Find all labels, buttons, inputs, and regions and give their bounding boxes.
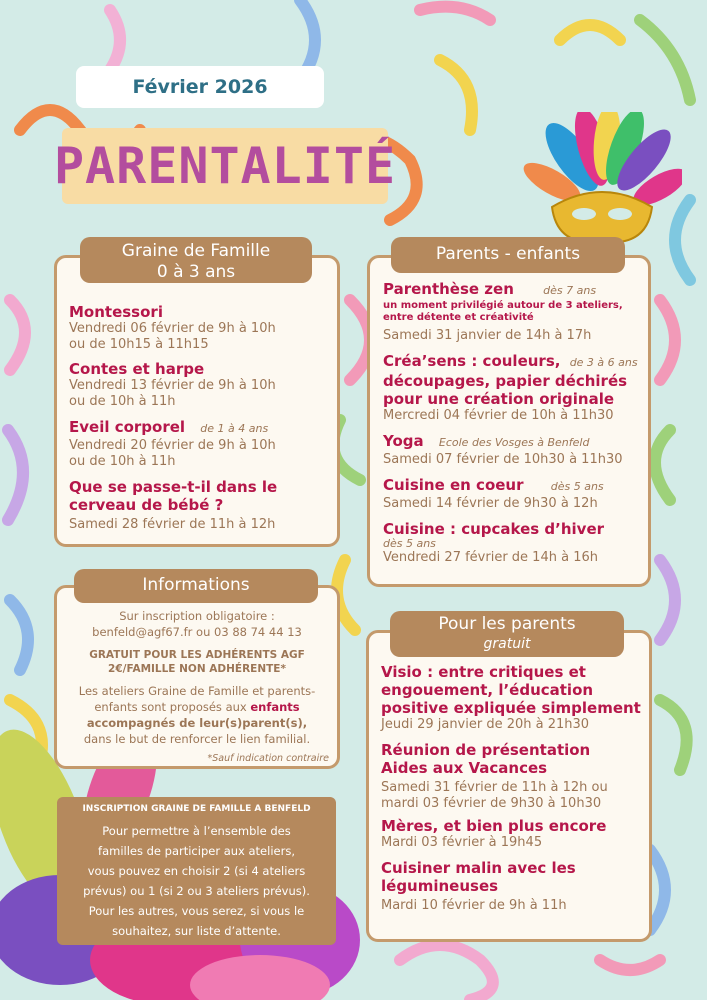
item-title: Créa’sens : couleurs, <box>383 352 561 370</box>
inscription-line: Pour permettre à l’ensemble des <box>102 824 291 838</box>
info-paragraph: Les ateliers Graine de Famille et parents- <box>78 684 316 698</box>
item-title: Yoga <box>383 432 424 450</box>
item-time: Vendredi 13 février de 9h à 10h <box>69 378 276 393</box>
item-title: cerveau de bébé ? <box>69 496 224 514</box>
item-time: ou de 10h à 11h <box>69 394 176 409</box>
item-time: Mardi 10 février de 9h à 11h <box>381 898 567 913</box>
item-time: Mercredi 04 février de 10h à 11h30 <box>383 408 614 423</box>
item-note: de 1 à 4 ans <box>200 422 269 435</box>
item-title: Réunion de présentation <box>381 741 591 759</box>
price-line: GRATUIT POUR LES ADHÉRENTS AGF <box>89 649 305 661</box>
item-title: engouement, l’éducation <box>381 681 594 699</box>
item-title: Cuisine : cupcakes d’hiver <box>383 520 605 538</box>
item-time: Samedi 28 février de 11h à 12h <box>69 517 276 532</box>
info-line: Sur inscription obligatoire : <box>119 609 275 623</box>
item-title: Eveil corporel <box>69 418 186 436</box>
info-highlight: accompagnés de leur(s)parent(s), <box>86 716 308 730</box>
tab-title: Informations <box>142 575 250 595</box>
item-time: Samedi 31 février de 11h à 12h ou <box>381 780 608 795</box>
page-title: PARENTALITÉ <box>62 128 388 204</box>
tab-title: Graine de Famille <box>121 241 271 261</box>
graine-tab <box>80 237 312 283</box>
item-title: Que se passe-t-il dans le <box>69 478 278 496</box>
item-subtitle: entre détente et créativité <box>383 312 534 323</box>
item-time: ou de 10h15 à 11h15 <box>69 337 209 352</box>
item-title: Contes et harpe <box>69 360 205 378</box>
item-note: dès 5 ans <box>550 480 604 493</box>
inscription-line: prévus) ou 1 (si 2 ou 3 ateliers prévus). <box>83 884 310 898</box>
item-title: pour une création originale <box>383 390 615 408</box>
inscription-box <box>57 797 336 945</box>
carnival-mask-icon <box>522 112 682 252</box>
item-time: Samedi 31 janvier de 14h à 17h <box>383 328 592 343</box>
inscription-line: Pour les autres, vous serez, si vous le <box>88 904 305 918</box>
footnote: *Sauf indication contraire <box>207 753 329 764</box>
item-title: découpages, papier déchirés <box>383 372 628 390</box>
item-note: dès 5 ans <box>383 537 436 550</box>
inscription-line: souhaitez, sur liste d’attente. <box>112 924 281 938</box>
item-title: Parenthèse zen <box>383 280 514 298</box>
info-highlight: enfants <box>250 700 300 714</box>
item-time: mardi 03 février de 9h30 à 10h30 <box>381 796 602 811</box>
tab-title: Pour les parents <box>438 614 576 634</box>
item-note: de 3 à 6 ans <box>569 356 638 369</box>
item-title: positive expliquée simplement <box>381 699 641 717</box>
item-time: Vendredi 06 février de 9h à 10h <box>69 321 276 336</box>
informations-card <box>54 585 340 769</box>
parents-enfants-card <box>367 255 651 587</box>
item-title: Cuisiner malin avec les <box>381 859 576 877</box>
item-title: Mères, et bien plus encore <box>381 817 607 835</box>
tab-subtitle: gratuit <box>483 636 531 652</box>
item-time: Mardi 03 février à 19h45 <box>381 835 543 850</box>
inscription-line: vous pouvez en choisir 2 (si 4 ateliers <box>87 864 306 878</box>
item-title: Cuisine en coeur <box>383 476 524 494</box>
item-time: Samedi 07 février de 10h30 à 11h30 <box>383 452 623 467</box>
inscription-line: familles de participer aux ateliers, <box>98 844 295 858</box>
item-note: Ecole des Vosges à Benfeld <box>438 436 590 449</box>
parents-enfants-tab <box>391 237 625 273</box>
pour-parents-card <box>366 630 652 942</box>
item-title: Visio : entre critiques et <box>381 663 586 681</box>
tab-title: Parents - enfants <box>435 244 581 264</box>
info-paragraph: dans le but de renforcer le lien familial. <box>83 732 311 746</box>
inscription-heading: INSCRIPTION GRAINE DE FAMILLE A BENFELD <box>82 804 311 814</box>
item-subtitle: un moment privilégié autour de 3 ateliers, <box>383 300 623 311</box>
date-label: Février 2026 <box>76 66 324 108</box>
info-paragraph: enfants sont proposés aux <box>94 700 251 714</box>
item-time: ou de 10h à 11h <box>69 454 176 469</box>
item-title: Aides aux Vacances <box>381 759 548 777</box>
tab-subtitle: 0 à 3 ans <box>156 262 236 282</box>
item-time: Samedi 14 février de 9h30 à 12h <box>383 496 598 511</box>
item-title: légumineuses <box>381 877 499 895</box>
item-time: Vendredi 20 février de 9h à 10h <box>69 438 276 453</box>
price-line: 2€/FAMILLE NON ADHÉRENTE* <box>108 663 286 675</box>
graine-card <box>54 255 340 547</box>
informations-tab <box>74 569 318 603</box>
item-note: dès 7 ans <box>543 284 597 297</box>
item-time: Vendredi 27 février de 14h à 16h <box>383 550 598 565</box>
item-time: Jeudi 29 janvier de 20h à 21h30 <box>381 717 590 732</box>
pour-parents-tab <box>390 611 624 657</box>
info-contact: benfeld@agf67.fr ou 03 88 74 44 13 <box>92 625 302 639</box>
item-title: Montessori <box>69 303 163 321</box>
